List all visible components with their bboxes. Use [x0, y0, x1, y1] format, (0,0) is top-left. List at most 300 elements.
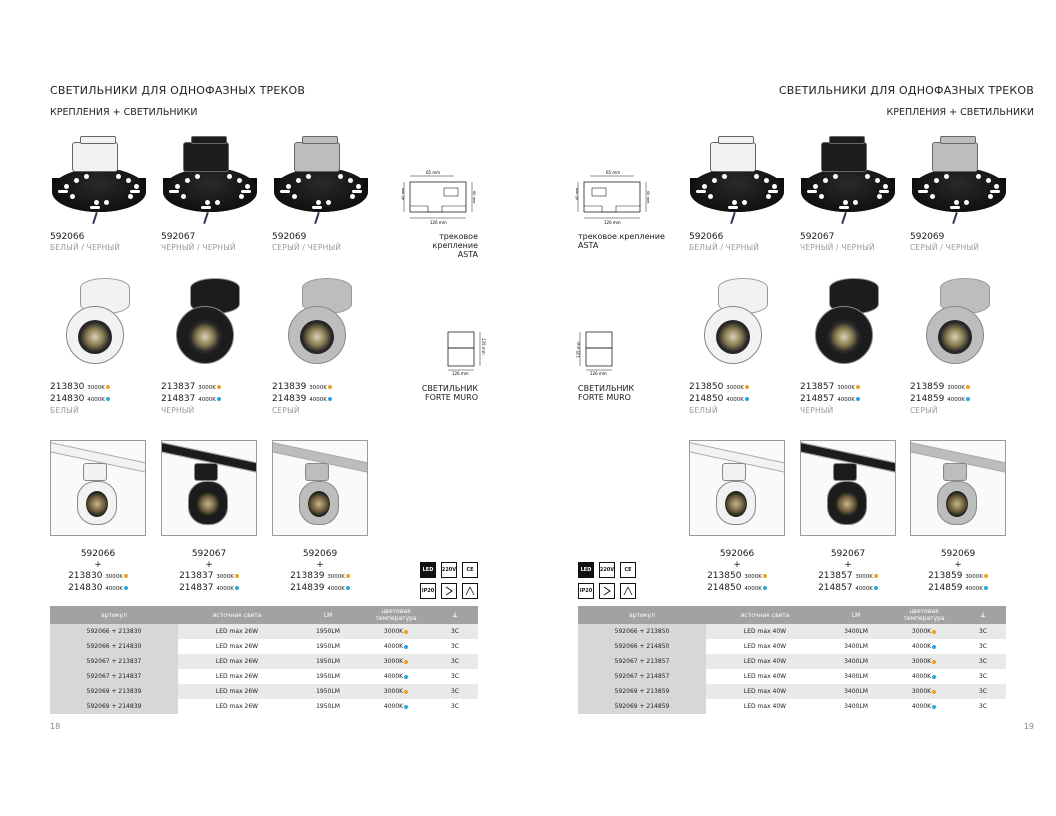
plate-slot	[728, 206, 738, 209]
plate-hole	[64, 184, 69, 189]
mount-color: ЧЕРНЫЙ / ЧЕРНЫЙ	[161, 243, 236, 252]
track-adapter-top	[940, 136, 976, 144]
track-adapter	[72, 142, 118, 172]
plate-hole	[350, 194, 355, 199]
combo-code-warm: 213839	[290, 571, 325, 581]
warm-dot-icon	[874, 574, 878, 578]
mount-drawing-caption	[398, 232, 478, 259]
combo-code-warm: 213857	[818, 571, 853, 581]
spot-caption	[910, 382, 970, 416]
warm-dot-icon	[404, 630, 408, 634]
col-lm: LM	[296, 606, 360, 624]
cool-dot-icon	[235, 586, 239, 590]
warm-dot-icon	[984, 574, 988, 578]
dim-bottom: 126 mm	[452, 371, 469, 376]
spot-code-warm: 213837	[161, 382, 196, 392]
combo-caption	[903, 549, 1013, 595]
cool-dot-icon	[328, 397, 332, 401]
dim-top: 65 mm	[606, 170, 621, 175]
cool-dot-icon	[404, 675, 408, 679]
drawing-caption-line1: СВЕТИЛЬНИК	[421, 384, 478, 393]
spot-lens	[827, 320, 861, 354]
class-icon	[599, 583, 615, 599]
spot-lens	[78, 320, 112, 354]
cool-dot-icon	[106, 397, 110, 401]
combo-caption	[154, 549, 264, 595]
plate-hole	[994, 184, 999, 189]
cool-dot-icon	[932, 675, 936, 679]
ce-icon: CE	[462, 562, 478, 578]
cool-dot-icon	[932, 705, 936, 709]
plate-hole	[237, 178, 242, 183]
col-temp: цветовая температура	[360, 606, 432, 624]
plate-hole	[239, 194, 244, 199]
plate-slot	[918, 190, 928, 193]
plate-slot	[990, 190, 1000, 193]
track-adapter-top	[191, 136, 227, 144]
table-row: 592066 + 214830 LED max 26W 1950LM 4000K 3C	[50, 639, 478, 654]
spot-color: СЕРЫЙ	[272, 406, 300, 415]
table-row: 592066 + 214850 LED max 40W 3400LM 4000K 3C	[578, 639, 1006, 654]
plate-hole	[764, 178, 769, 183]
warm-dot-icon	[966, 385, 970, 389]
power-wire	[841, 212, 847, 224]
mount-code: 592066	[689, 232, 724, 242]
plate-hole	[70, 194, 75, 199]
warm-dot-icon	[856, 385, 860, 389]
mount-image-grey	[910, 134, 1008, 224]
combo-mount-code: 592069	[302, 549, 338, 559]
plate-slot	[950, 206, 960, 209]
page-number: 19	[1023, 722, 1034, 731]
plate-hole	[326, 200, 331, 205]
right-page	[528, 0, 1056, 816]
cool-dot-icon	[932, 645, 936, 649]
temp-warm: 3000K	[965, 574, 983, 580]
temp-warm: 3000K	[105, 574, 123, 580]
combo-mount-code: 592067	[191, 549, 227, 559]
plate-slot	[696, 190, 706, 193]
combo-plus: +	[733, 560, 741, 570]
power-wire	[952, 212, 958, 224]
spot-code-cool: 214839	[272, 394, 307, 404]
dim-bottom: 126 mm	[590, 371, 607, 376]
cool-dot-icon	[984, 586, 988, 590]
ce-icon: CE	[620, 562, 636, 578]
col-source: источник света	[178, 606, 296, 624]
warm-dot-icon	[106, 385, 110, 389]
plate-hole	[988, 194, 993, 199]
spot-lens	[197, 491, 219, 517]
plate-hole	[976, 174, 981, 179]
track-photo-black	[161, 440, 257, 536]
plate-hole	[865, 174, 870, 179]
page-subtitle: КРЕПЛЕНИЯ + СВЕТИЛЬНИКИ	[50, 107, 198, 118]
mount-caption	[272, 232, 341, 253]
temp-cool: 4000K	[947, 397, 965, 403]
drawing-caption-line2: ASTA	[457, 250, 478, 259]
mount-code: 592067	[161, 232, 196, 242]
dim-side2: 60 mm	[472, 191, 476, 204]
plate-slot	[768, 190, 778, 193]
dim-side2: 60 mm	[646, 191, 650, 204]
mount-code: 592067	[800, 232, 835, 242]
combo-code-warm: 213830	[68, 571, 103, 581]
table-row: 592067 + 213857 LED max 40W 3400LM 3000K 3C	[578, 654, 1006, 669]
warm-dot-icon	[932, 690, 936, 694]
plate-hole	[766, 194, 771, 199]
track-adapter	[932, 142, 978, 172]
plate-hole	[94, 200, 99, 205]
warm-dot-icon	[328, 385, 332, 389]
spot-code-cool: 214857	[800, 394, 835, 404]
track-photo-grey	[272, 440, 368, 536]
spot-lens	[946, 491, 968, 517]
plate-hole	[306, 174, 311, 179]
track-adapter	[943, 463, 967, 481]
spot-lens	[86, 491, 108, 517]
plate-hole	[934, 178, 939, 183]
plate-hole	[843, 200, 848, 205]
dim-top: 65 mm	[426, 170, 441, 175]
combo-code-warm: 213837	[179, 571, 214, 581]
spot-code-cool: 214830	[50, 394, 85, 404]
temp-warm: 3000K	[726, 385, 744, 391]
drawing-caption-line2: ASTA	[578, 241, 599, 250]
track-photo-white	[50, 440, 146, 536]
temp-cool: 4000K	[198, 397, 216, 403]
power-wire	[92, 212, 98, 224]
spot-drawing	[572, 328, 618, 376]
cool-dot-icon	[763, 586, 767, 590]
plate-hole	[954, 200, 959, 205]
combo-caption	[265, 549, 375, 595]
beam-angle-icon	[620, 583, 636, 599]
class-icon	[441, 583, 457, 599]
table-row: 592066 + 213850 LED max 40W 3400LM 3000K 3C	[578, 624, 1006, 639]
plate-hole	[338, 174, 343, 179]
page-title: СВЕТИЛЬНИКИ ДЛЯ ОДНОФАЗНЫХ ТРЕКОВ	[778, 84, 1034, 97]
track-adapter-top	[718, 136, 754, 144]
dim-bottom: 126 mm	[430, 220, 447, 225]
drawing-caption-line1: трековое крепление	[432, 232, 478, 250]
table-row: 592069 + 213859 LED max 40W 3400LM 3000K 3C	[578, 684, 1006, 699]
page-number: 18	[50, 722, 61, 731]
plate-hole	[205, 200, 210, 205]
combo-caption	[682, 549, 792, 595]
mount-code: 592066	[50, 232, 85, 242]
combo-mount-code: 592067	[830, 549, 866, 559]
col-angle	[432, 606, 478, 624]
spot-image-white	[58, 272, 138, 372]
plate-hole	[813, 184, 818, 189]
track-adapter-top	[302, 136, 338, 144]
combo-code-cool: 214857	[818, 583, 853, 593]
power-wire	[314, 212, 320, 224]
angle-icon: ∡	[980, 611, 986, 619]
plate-hole	[134, 184, 139, 189]
plate-hole	[853, 200, 858, 205]
spot-lens	[300, 320, 334, 354]
mount-caption	[800, 232, 875, 253]
mount-caption	[161, 232, 236, 253]
plate-slot	[201, 206, 211, 209]
track-photo-grey	[910, 440, 1006, 536]
temp-warm: 3000K	[744, 574, 762, 580]
combo-code-cool: 214850	[707, 583, 742, 593]
mount-caption	[689, 232, 759, 253]
mount-code: 592069	[910, 232, 945, 242]
mount-caption	[50, 232, 120, 253]
track-adapter	[194, 463, 218, 481]
track-adapter	[710, 142, 756, 172]
plate-hole	[227, 174, 232, 179]
combo-code-warm: 213859	[928, 571, 963, 581]
spot-code-cool: 214859	[910, 394, 945, 404]
plate-slot	[241, 190, 251, 193]
table-row: 592066 + 213830 LED max 26W 1950LM 3000K 3C	[50, 624, 478, 639]
table-row: 592069 + 214859 LED max 40W 3400LM 4000K 3C	[578, 699, 1006, 714]
power-wire	[730, 212, 736, 224]
spot-code-cool: 214837	[161, 394, 196, 404]
plate-slot	[807, 190, 817, 193]
plate-hole	[754, 174, 759, 179]
ip20-icon: IP20	[420, 583, 436, 599]
spot-image-white	[696, 272, 776, 372]
track-adapter-top	[80, 136, 116, 144]
spec-table	[578, 606, 1006, 714]
combo-plus: +	[205, 560, 213, 570]
spot-image-black	[168, 272, 248, 372]
plate-hole	[348, 178, 353, 183]
spot-image-grey	[918, 272, 998, 372]
mount-drawing-caption	[578, 232, 665, 250]
warm-dot-icon	[235, 574, 239, 578]
track-adapter	[305, 463, 329, 481]
mount-color: СЕРЫЙ / ЧЕРНЫЙ	[272, 243, 342, 252]
temp-warm: 3000K	[947, 385, 965, 391]
track-adapter	[294, 142, 340, 172]
mount-image-grey	[272, 134, 370, 224]
combo-plus: +	[954, 560, 962, 570]
spot-color: ЧЕРНЫЙ	[800, 406, 834, 415]
spot-caption	[689, 382, 749, 416]
plate-hole	[195, 174, 200, 179]
mount-color: ЧЕРНЫЙ / ЧЕРНЫЙ	[800, 243, 875, 252]
spot-caption	[272, 382, 332, 416]
mount-drawing	[572, 170, 658, 226]
spot-color: БЕЛЫЙ	[689, 406, 718, 415]
col-lm: LM	[824, 606, 888, 624]
temp-warm: 3000K	[837, 385, 855, 391]
combo-code-warm: 213850	[707, 571, 742, 581]
plate-hole	[944, 174, 949, 179]
track-adapter-top	[829, 136, 865, 144]
track-photo-black	[800, 440, 896, 536]
table-row: 592069 + 214839 LED max 26W 1950LM 4000K 3C	[50, 699, 478, 714]
spot-color: ЧЕРНЫЙ	[161, 406, 195, 415]
mount-drawing	[398, 170, 484, 226]
temp-cool: 4000K	[837, 397, 855, 403]
spot-lens	[716, 320, 750, 354]
warm-dot-icon	[745, 385, 749, 389]
plate-hole	[286, 184, 291, 189]
combo-plus: +	[94, 560, 102, 570]
combo-code-cool: 214830	[68, 583, 103, 593]
voltage-icon: 220V	[599, 562, 615, 578]
plate-hole	[930, 194, 935, 199]
warm-dot-icon	[404, 690, 408, 694]
spot-code-warm: 213830	[50, 382, 85, 392]
mount-image-black	[799, 134, 897, 224]
plate-slot	[839, 206, 849, 209]
cool-dot-icon	[404, 705, 408, 709]
plate-hole	[128, 194, 133, 199]
spot-drawing-caption	[398, 384, 478, 402]
plate-slot	[130, 190, 140, 193]
plate-hole	[185, 178, 190, 183]
plate-hole	[316, 200, 321, 205]
temp-cool: 4000K	[965, 586, 983, 592]
track-adapter	[83, 463, 107, 481]
combo-plus: +	[844, 560, 852, 570]
spot-code-warm: 213850	[689, 382, 724, 392]
spot-code-warm: 213857	[800, 382, 835, 392]
plate-hole	[84, 174, 89, 179]
combo-mount-code: 592066	[719, 549, 755, 559]
angle-icon: ∡	[452, 611, 458, 619]
drawing-caption-line2: FORTE MURO	[578, 393, 631, 402]
cool-dot-icon	[124, 586, 128, 590]
table-header	[50, 606, 478, 624]
track-photo-white	[689, 440, 785, 536]
dim-side1: 40 mm	[401, 187, 405, 200]
page-title: СВЕТИЛЬНИКИ ДЛЯ ОДНОФАЗНЫХ ТРЕКОВ	[50, 84, 306, 97]
temp-cool: 4000K	[216, 586, 234, 592]
plate-hole	[175, 184, 180, 189]
plate-slot	[352, 190, 362, 193]
led-icon: LED	[420, 562, 436, 578]
spot-color: СЕРЫЙ	[910, 406, 938, 415]
plate-hole	[74, 178, 79, 183]
plate-hole	[104, 200, 109, 205]
plate-hole	[819, 194, 824, 199]
plate-hole	[245, 184, 250, 189]
power-wire	[203, 212, 209, 224]
mount-code: 592069	[272, 232, 307, 242]
warm-dot-icon	[932, 660, 936, 664]
combo-mount-code: 592069	[940, 549, 976, 559]
cool-dot-icon	[217, 397, 221, 401]
temp-warm: 3000K	[855, 574, 873, 580]
plate-slot	[169, 190, 179, 193]
plate-hole	[712, 178, 717, 183]
spot-color: БЕЛЫЙ	[50, 406, 79, 415]
mount-color: БЕЛЫЙ / ЧЕРНЫЙ	[50, 243, 121, 252]
temp-warm: 3000K	[198, 385, 216, 391]
combo-mount-code: 592066	[80, 549, 116, 559]
spot-code-cool: 214850	[689, 394, 724, 404]
spot-lens	[725, 491, 747, 517]
plate-hole	[823, 178, 828, 183]
spot-code-warm: 213839	[272, 382, 307, 392]
warm-dot-icon	[763, 574, 767, 578]
track-adapter	[722, 463, 746, 481]
table-row: 592067 + 214857 LED max 40W 3400LM 4000K 3C	[578, 669, 1006, 684]
plate-slot	[90, 206, 100, 209]
cool-dot-icon	[346, 586, 350, 590]
led-icon: LED	[578, 562, 594, 578]
col-angle	[960, 606, 1006, 624]
plate-hole	[292, 194, 297, 199]
spot-caption	[50, 382, 110, 416]
combo-plus: +	[316, 560, 324, 570]
spot-image-grey	[280, 272, 360, 372]
col-article: артикул	[50, 606, 178, 624]
temp-cool: 4000K	[87, 397, 105, 403]
col-article: артикул	[578, 606, 706, 624]
spot-caption	[800, 382, 860, 416]
plate-hole	[772, 184, 777, 189]
spot-lens	[188, 320, 222, 354]
cool-dot-icon	[966, 397, 970, 401]
plate-hole	[708, 194, 713, 199]
table-row: 592067 + 213837 LED max 26W 1950LM 3000K 3C	[50, 654, 478, 669]
combo-code-cool: 214837	[179, 583, 214, 593]
plate-hole	[722, 174, 727, 179]
plate-hole	[126, 178, 131, 183]
dim-side1: 40 mm	[575, 187, 579, 200]
drawing-caption-line1: трековое крепление	[578, 232, 665, 241]
temp-warm: 3000K	[87, 385, 105, 391]
voltage-icon: 220V	[441, 562, 457, 578]
plate-hole	[883, 184, 888, 189]
spot-lens	[308, 491, 330, 517]
plate-hole	[877, 194, 882, 199]
cool-dot-icon	[745, 397, 749, 401]
col-temp: цветовая температура	[888, 606, 960, 624]
cool-dot-icon	[404, 645, 408, 649]
mount-image-black	[161, 134, 259, 224]
spot-caption	[161, 382, 221, 416]
table-header	[578, 606, 1006, 624]
spot-drawing	[442, 328, 488, 376]
plate-hole	[181, 194, 186, 199]
temp-cool: 4000K	[726, 397, 744, 403]
page-subtitle: КРЕПЛЕНИЯ + СВЕТИЛЬНИКИ	[886, 107, 1034, 118]
spot-code-warm: 213859	[910, 382, 945, 392]
warm-dot-icon	[404, 660, 408, 664]
ip20-icon: IP20	[578, 583, 594, 599]
track-adapter	[183, 142, 229, 172]
track-adapter	[821, 142, 867, 172]
mount-color: БЕЛЫЙ / ЧЕРНЫЙ	[689, 243, 760, 252]
track-adapter	[833, 463, 857, 481]
dim-side: 135 mm	[576, 341, 581, 358]
warm-dot-icon	[124, 574, 128, 578]
temp-warm: 3000K	[309, 385, 327, 391]
plate-hole	[732, 200, 737, 205]
dim-bottom: 126 mm	[604, 220, 621, 225]
spot-image-black	[807, 272, 887, 372]
spot-lens	[938, 320, 972, 354]
spec-table	[50, 606, 478, 714]
temp-cool: 4000K	[744, 586, 762, 592]
plate-hole	[833, 174, 838, 179]
table-row: 592067 + 214837 LED max 26W 1950LM 4000K 3C	[50, 669, 478, 684]
temp-cool: 4000K	[327, 586, 345, 592]
mount-image-white	[688, 134, 786, 224]
